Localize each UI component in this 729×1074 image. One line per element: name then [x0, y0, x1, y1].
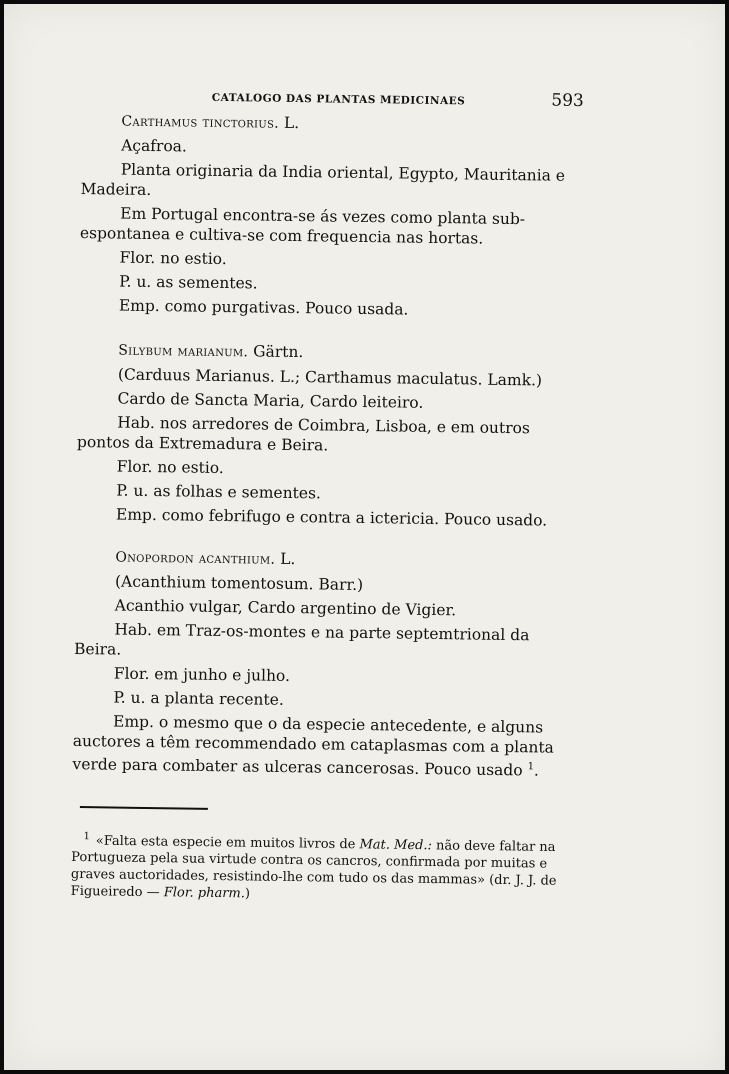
entry-line: Emp. como febrifugo e contra a ictericia. Pouco usado.	[115, 505, 548, 530]
author: Gärtn.	[253, 342, 304, 362]
footnote-mark: 1	[83, 831, 90, 843]
author: L.	[280, 549, 296, 569]
genus: Carthamus	[121, 113, 198, 131]
entry-line: Hab. nos arredores de Coimbra, Lisboa, e em outros pontos da Extremadura e Beira.	[76, 413, 531, 455]
plant-entry-carthamus	[79, 110, 572, 322]
entry-line: Flor. em junho e julho.	[113, 664, 291, 685]
entry-line: Hab. em Traz-os-montes e na parte septemtrional da Beira.	[73, 620, 530, 659]
entry-line: Emp. como purgativas. Pouco usada.	[118, 296, 409, 319]
entry-line: P. u. a planta recente.	[113, 688, 284, 709]
footnote-separator	[80, 806, 208, 810]
entry-line: Açafroa.	[121, 136, 188, 156]
entry-line-text: Emp. o mesmo que o da especie antecedente, e alguns auctores a têm recommendado em cataplasmas com a planta verde para combater as ulceras cancerosas. Pouco usado	[72, 712, 554, 780]
entry-line: Emp. o mesmo que o da especie antecedente, e alguns auctores a têm recommendado em cataplasmas com a planta verde para combater as ulceras cancerosas. Pouco usado $^1$.	[72, 712, 554, 780]
entry-line: (Carduus Marianus. L.; Carthamus maculatus. Lamk.)	[117, 365, 543, 390]
entry-line: Flor. no estio.	[119, 248, 227, 269]
running-title: CATALOGO DAS PLANTAS MEDICINAES	[211, 91, 466, 108]
entry-line: Cardo de Sancta Maria, Cardo leiteiro.	[117, 389, 424, 412]
plant-entry-silybum	[76, 339, 569, 531]
entry-line: P. u. as sementes.	[119, 272, 258, 293]
book-page	[4, 4, 725, 1070]
page-number: 593	[551, 90, 584, 112]
entry-line: Flor. no estio.	[116, 457, 224, 478]
author: L.	[283, 113, 300, 133]
genus: Onopordon	[115, 549, 195, 567]
footnote	[71, 828, 562, 907]
plant-name: Silybum marianum. Gärtn.	[118, 342, 304, 362]
plant-entry-onopordon	[72, 546, 565, 781]
species: tinctorius	[202, 114, 275, 132]
species: acanthium	[198, 550, 271, 568]
species: marianum	[177, 343, 244, 361]
entry-line: Em Portugal encontra-se ás vezes como planta sub-espontanea e cultiva-se com frequencia nas hortas.	[79, 204, 526, 248]
entry-line: P. u. as folhas e sementes.	[116, 481, 322, 503]
entry-line: Planta originaria da India oriental, Egypto, Mauritania e Madeira.	[80, 160, 566, 199]
genus: Silybum	[118, 342, 173, 360]
footnote-text: )	[244, 886, 251, 902]
entry-line: Acanthio vulgar, Cardo argentino de Vigier.	[114, 596, 457, 620]
page-content	[70, 84, 584, 911]
footnote-italic-title: Mat. Med.:	[359, 837, 433, 854]
footnote-reference: 1	[527, 761, 535, 773]
plant-name: Onopordon acanthium. L.	[115, 549, 296, 569]
footnote-text: não deve faltar na Portugueza pela sua virtude contra os cancros, confirmada por muitas e graves auctoridades, resistindo-lhe com tudo os das mammas» (dr. J. J. de Figueiredo —	[70, 838, 557, 901]
entry-line: (Acanthium tomentosum. Barr.)	[114, 572, 364, 594]
footnote-text: «Falta esta especie em muitos livros de	[95, 833, 360, 853]
footnote-italic-source: Flor. pharm.	[163, 885, 246, 902]
plant-name: Carthamus tinctorius. L.	[121, 113, 300, 133]
